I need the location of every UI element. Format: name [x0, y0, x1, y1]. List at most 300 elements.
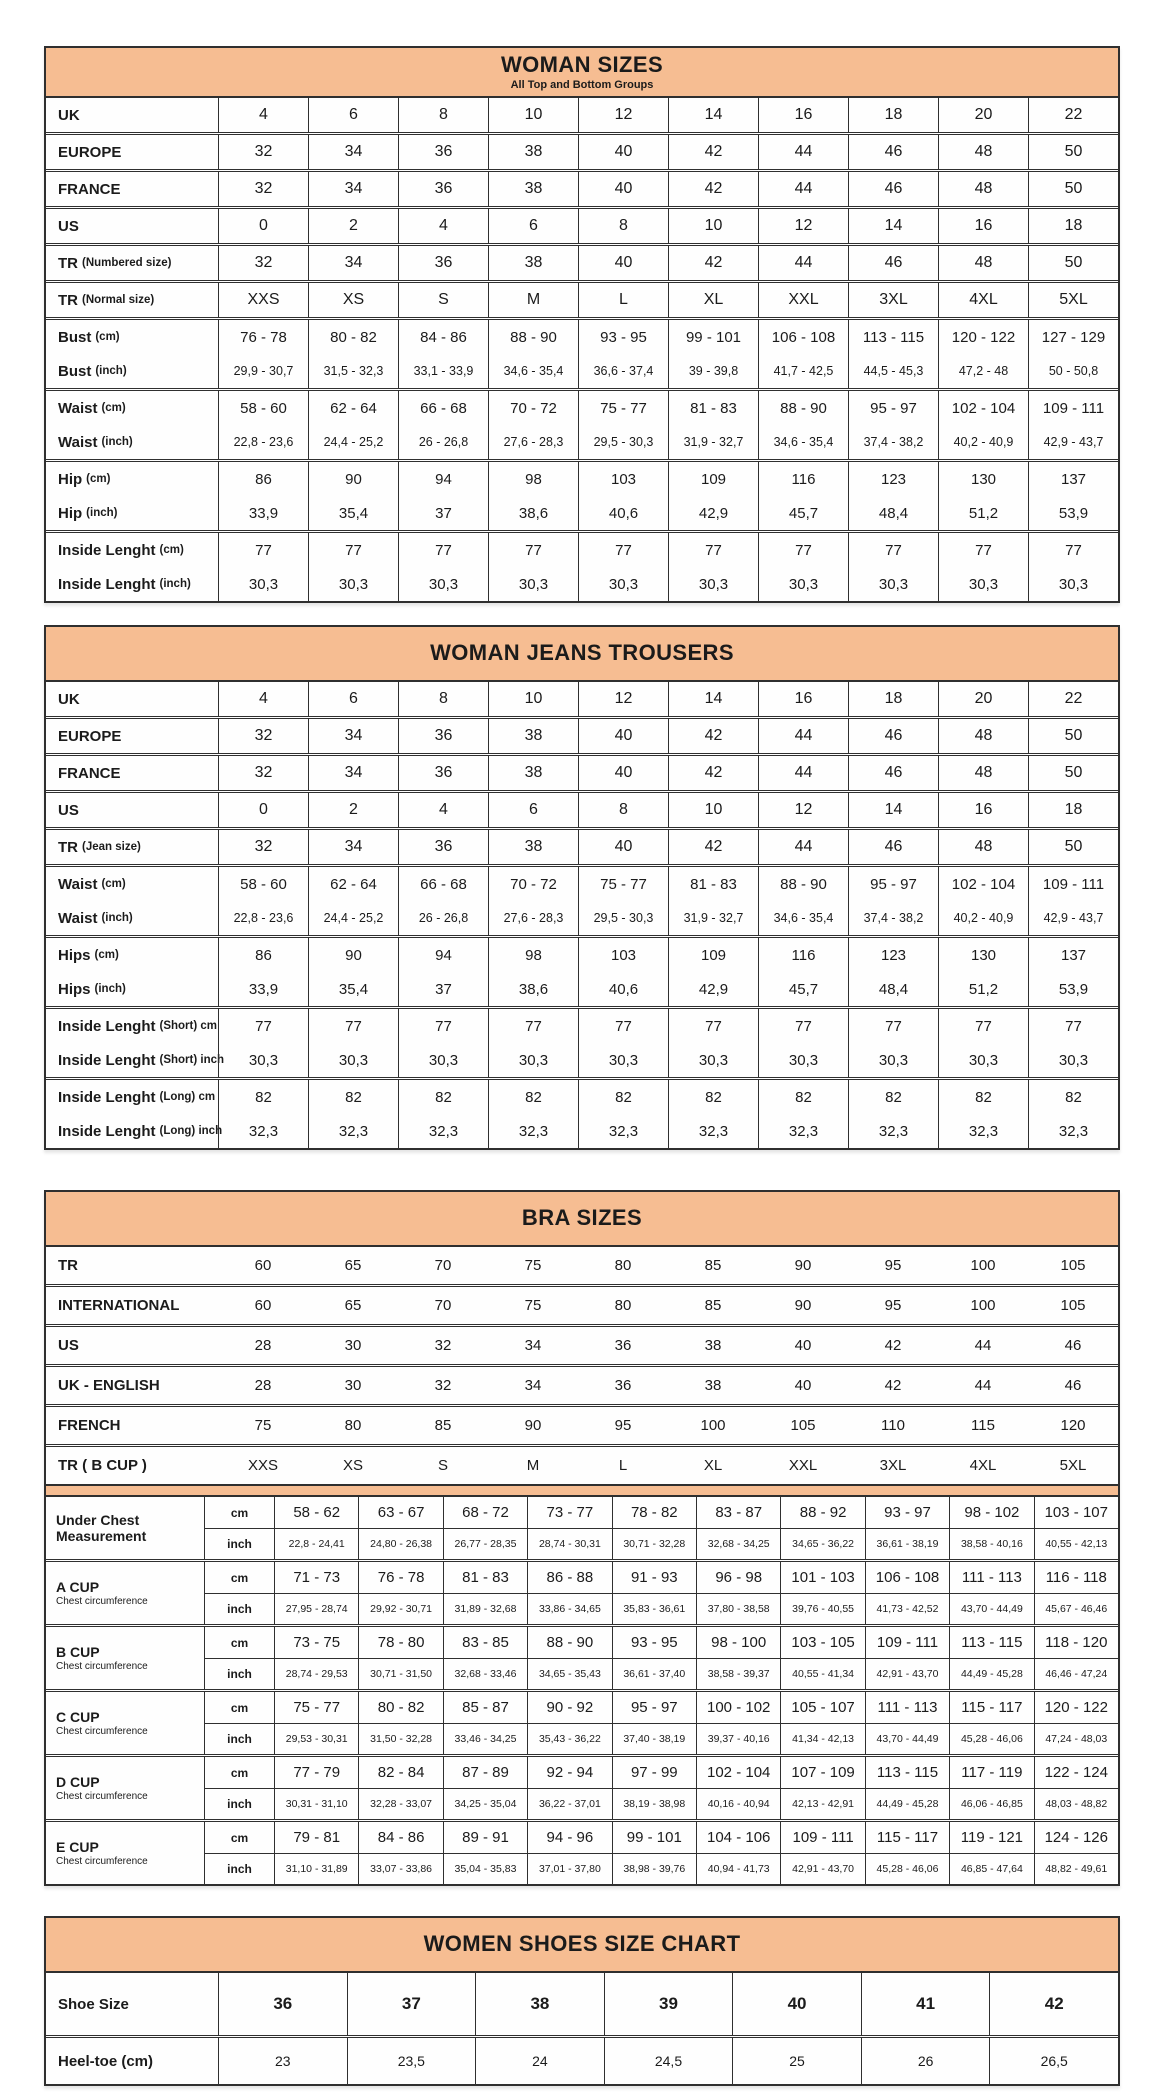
- cell-value: 86 - 88: [527, 1562, 611, 1593]
- cell-value: 32,3: [848, 1114, 938, 1148]
- row-label: [46, 320, 218, 354]
- bra-plain-section: [46, 1364, 1118, 1404]
- cell-value: 50: [1028, 135, 1118, 169]
- cup-label: [46, 1822, 204, 1884]
- cell-value: 38,58 - 40,16: [949, 1528, 1033, 1559]
- row-label-text: Inside Lenght: [58, 541, 156, 559]
- cell-value: 76 - 78: [358, 1562, 442, 1593]
- cell-value: 98: [488, 938, 578, 972]
- row-label-unit: (cm): [159, 544, 184, 556]
- row-label: [46, 1287, 218, 1324]
- cell-value: 36: [398, 135, 488, 169]
- table-row: [46, 98, 1118, 132]
- bra-plain-section: [46, 1404, 1118, 1444]
- cell-value: 8: [398, 682, 488, 716]
- cell-value: 12: [758, 209, 848, 243]
- cell-value: 31,50 - 32,28: [358, 1723, 442, 1754]
- cell-value: 84 - 86: [398, 320, 488, 354]
- cell-value: 66 - 68: [398, 391, 488, 425]
- cell-value: 77 - 79: [274, 1757, 358, 1788]
- cell-value: 34: [308, 719, 398, 753]
- table-section: [46, 388, 1118, 459]
- row-label-text: Bust: [58, 328, 92, 346]
- cell-value: 83 - 85: [443, 1627, 527, 1658]
- cell-value: 30,3: [218, 567, 308, 601]
- table-row: [46, 2038, 1118, 2084]
- cell-value: 34,65 - 36,22: [780, 1528, 864, 1559]
- unit-label-inch: inch: [204, 1528, 274, 1559]
- cell-value: 30,31 - 31,10: [274, 1788, 358, 1819]
- cell-value: 100: [970, 1297, 996, 1314]
- cell-value: 4: [398, 793, 488, 827]
- cell-value: 120 - 122: [1034, 1692, 1118, 1723]
- cell-value: 12: [758, 793, 848, 827]
- cell-value: 32: [434, 1337, 452, 1354]
- cell-value: 95 - 97: [848, 391, 938, 425]
- cell-value: 105: [1060, 1257, 1086, 1274]
- cell-value: 81 - 83: [668, 391, 758, 425]
- cell-value: 42: [668, 135, 758, 169]
- row-label: [46, 246, 218, 280]
- cell-value: 42,91 - 43,70: [780, 1853, 864, 1884]
- cell-value: 123: [848, 938, 938, 972]
- cell-value: 80: [614, 1297, 632, 1314]
- cell-value: 51,2: [938, 972, 1028, 1006]
- cell-value: 41,73 - 42,52: [865, 1593, 949, 1624]
- table-row: [46, 320, 1118, 354]
- cell-value: 77: [938, 1009, 1028, 1043]
- cell-value: 36: [398, 172, 488, 206]
- cell-value: 5XL: [1028, 283, 1118, 317]
- cell-value: 58 - 62: [274, 1497, 358, 1528]
- cell-value: 70 - 72: [488, 867, 578, 901]
- cell-value: 33,07 - 33,86: [358, 1853, 442, 1884]
- row-label: [46, 1043, 225, 1077]
- table-row: [46, 830, 1118, 864]
- cell-value: 63 - 67: [358, 1497, 442, 1528]
- cell-value: XXL: [758, 283, 848, 317]
- cell-value: 58 - 60: [218, 391, 308, 425]
- row-label: [46, 1327, 218, 1364]
- bra-plain-section: [46, 1247, 1118, 1284]
- cell-value: 30,3: [668, 567, 758, 601]
- cell-value: 26 - 26,8: [398, 901, 488, 935]
- cell-value: 94 - 96: [527, 1822, 611, 1853]
- cell-value: 34,65 - 35,43: [527, 1658, 611, 1689]
- row-label: [46, 867, 218, 901]
- cup-label: [46, 1692, 204, 1754]
- cell-value: 115 - 117: [949, 1692, 1033, 1723]
- row-label: [46, 793, 218, 827]
- unit-label-cm: cm: [204, 1497, 274, 1528]
- row-label: [46, 901, 218, 935]
- row-label-unit: (cm): [95, 331, 120, 343]
- cell-value: 88 - 90: [488, 320, 578, 354]
- cell-value: 85: [704, 1257, 722, 1274]
- cell-value: 109: [668, 938, 758, 972]
- cell-value: 91 - 93: [612, 1562, 696, 1593]
- cell-value: 82: [758, 1080, 848, 1114]
- cell-value: 44: [758, 719, 848, 753]
- cell-value: 103: [578, 938, 668, 972]
- table-section: [46, 243, 1118, 280]
- cell-value: 32,3: [578, 1114, 668, 1148]
- cell-value: 8: [398, 98, 488, 132]
- cell-value: 50: [1028, 719, 1118, 753]
- cell-value: 32: [434, 1377, 452, 1394]
- cell-value: 82 - 84: [358, 1757, 442, 1788]
- table-section: [46, 317, 1118, 388]
- cell-value: 34,25 - 35,04: [443, 1788, 527, 1819]
- row-label-text: Inside Lenght: [58, 1017, 156, 1035]
- cell-value: 93 - 97: [865, 1497, 949, 1528]
- cell-value: 40,2 - 40,9: [938, 425, 1028, 459]
- cell-value: 90: [794, 1297, 812, 1314]
- cell-value: 46,06 - 46,85: [949, 1788, 1033, 1819]
- cell-value: 36,22 - 37,01: [527, 1788, 611, 1819]
- cell-value: 32,28 - 33,07: [358, 1788, 442, 1819]
- cell-value: 34: [308, 756, 398, 790]
- cell-value: 93 - 95: [578, 320, 668, 354]
- cell-value: XXS: [218, 283, 308, 317]
- cell-value: 66 - 68: [398, 867, 488, 901]
- cell-value: XL: [668, 283, 758, 317]
- cell-value: 44: [758, 756, 848, 790]
- cell-value: 36: [614, 1377, 632, 1394]
- cell-value: 90: [794, 1257, 812, 1274]
- row-label: [46, 462, 218, 496]
- cell-value: 37,01 - 37,80: [527, 1853, 611, 1884]
- unit-label-cm: cm: [204, 1692, 274, 1723]
- cell-value: 109 - 111: [1028, 867, 1118, 901]
- cell-value: 77: [308, 533, 398, 567]
- cell-value: 40: [578, 719, 668, 753]
- cup-label: [46, 1497, 204, 1559]
- cell-value: 96 - 98: [696, 1562, 780, 1593]
- cell-value: 77: [848, 533, 938, 567]
- cell-value: 48,03 - 48,82: [1034, 1788, 1118, 1819]
- cell-value: 32,3: [398, 1114, 488, 1148]
- table-section: [46, 280, 1118, 317]
- row-label-unit: (inch): [159, 578, 191, 590]
- row-label: [46, 567, 218, 601]
- cell-value: 77: [758, 1009, 848, 1043]
- cell-value: 33,1 - 33,9: [398, 354, 488, 388]
- cell-value: 118 - 120: [1034, 1627, 1118, 1658]
- cell-value: 40,6: [578, 496, 668, 530]
- cell-value: 70: [434, 1257, 452, 1274]
- cell-value: 120: [1060, 1417, 1086, 1434]
- row-label: [46, 1114, 223, 1148]
- row-label: [46, 1973, 218, 2035]
- cell-value: L: [618, 1457, 628, 1474]
- cup-label-sub: Chest circumference: [56, 1726, 148, 1738]
- cell-value: 90: [308, 938, 398, 972]
- table-row: [46, 719, 1118, 753]
- cell-value: 16: [938, 793, 1028, 827]
- cell-value: 42: [668, 246, 758, 280]
- cell-value: 3XL: [879, 1457, 907, 1474]
- cell-value: 45,67 - 46,46: [1034, 1593, 1118, 1624]
- cell-value: 113 - 115: [949, 1627, 1033, 1658]
- cell-value: 2: [308, 793, 398, 827]
- cell-value: 110: [881, 1417, 905, 1434]
- cup-group: [46, 1819, 1118, 1884]
- cell-value: 60: [254, 1257, 272, 1274]
- row-label: [46, 972, 218, 1006]
- unit-label-inch: inch: [204, 1788, 274, 1819]
- cell-value: 51,2: [938, 496, 1028, 530]
- cell-value: 68 - 72: [443, 1497, 527, 1528]
- row-label-unit: (inch): [94, 983, 126, 995]
- cell-value: 137: [1028, 938, 1118, 972]
- cell-value: 77: [578, 533, 668, 567]
- cell-value: 29,5 - 30,3: [578, 901, 668, 935]
- cell-value: S: [398, 283, 488, 317]
- cell-value: 95: [884, 1297, 902, 1314]
- cell-value: 87 - 89: [443, 1757, 527, 1788]
- cell-value: 48,4: [848, 496, 938, 530]
- cell-value: 40,16 - 40,94: [696, 1788, 780, 1819]
- cell-value: 22: [1028, 98, 1118, 132]
- cell-value: 82: [218, 1080, 308, 1114]
- cell-value: 42,9 - 43,7: [1028, 901, 1118, 935]
- cell-value: 36: [398, 756, 488, 790]
- cell-value: 98 - 100: [696, 1627, 780, 1658]
- cell-value: 30,3: [938, 1043, 1028, 1077]
- cell-value: 94: [398, 938, 488, 972]
- cell-value: 42: [668, 719, 758, 753]
- cell-value: 75: [524, 1297, 542, 1314]
- cell-value: 38,6: [488, 972, 578, 1006]
- cell-value: 122 - 124: [1034, 1757, 1118, 1788]
- row-label-text: Hips: [58, 946, 91, 964]
- cell-value: 6: [308, 98, 398, 132]
- row-label-text: US: [58, 1337, 79, 1354]
- cell-value: 35,83 - 36,61: [612, 1593, 696, 1624]
- cell-value: 44: [758, 172, 848, 206]
- cell-value: 120 - 122: [938, 320, 1028, 354]
- cell-value: 50: [1028, 830, 1118, 864]
- cell-value: 31,5 - 32,3: [308, 354, 398, 388]
- table-row: [46, 1447, 1118, 1484]
- cell-value: 109 - 111: [865, 1627, 949, 1658]
- cell-value: 88 - 90: [758, 391, 848, 425]
- cell-value: 26,77 - 28,35: [443, 1528, 527, 1559]
- row-label: [46, 209, 218, 243]
- cell-value: 44: [758, 246, 848, 280]
- cell-value: 82: [398, 1080, 488, 1114]
- row-label: [46, 1407, 218, 1444]
- cell-value: 35,4: [308, 496, 398, 530]
- cell-value: 14: [668, 682, 758, 716]
- row-label-text: Heel-toe (cm): [58, 2052, 154, 2070]
- row-label: [46, 682, 218, 716]
- cell-value: 34: [308, 172, 398, 206]
- cell-value: 30,71 - 32,28: [612, 1528, 696, 1559]
- cell-value: 29,9 - 30,7: [218, 354, 308, 388]
- cell-value: 89 - 91: [443, 1822, 527, 1853]
- cell-value: 37: [398, 496, 488, 530]
- unit-label-cm: cm: [204, 1562, 274, 1593]
- unit-label-cm: cm: [204, 1757, 274, 1788]
- cup-label-text: D CUP: [56, 1773, 100, 1790]
- cell-value: 18: [848, 98, 938, 132]
- cell-value: 29,5 - 30,3: [578, 425, 668, 459]
- cell-value: 60: [254, 1297, 272, 1314]
- row-label-text: EUROPE: [58, 143, 122, 161]
- cell-value: 42: [884, 1377, 902, 1394]
- cell-value: 39,76 - 40,55: [780, 1593, 864, 1624]
- cell-value: 46: [1064, 1377, 1082, 1394]
- cell-value: 109: [668, 462, 758, 496]
- cell-value: 50: [1028, 756, 1118, 790]
- cell-value: 90 - 92: [527, 1692, 611, 1723]
- cell-value: 103: [578, 462, 668, 496]
- row-label-unit: (Long) inch: [159, 1125, 223, 1137]
- cell-value: 83 - 87: [696, 1497, 780, 1528]
- row-label-unit: (inch): [95, 365, 127, 377]
- table-section: [46, 132, 1118, 169]
- cell-value: 32,3: [668, 1114, 758, 1148]
- cell-value: 32,68 - 34,25: [696, 1528, 780, 1559]
- table-row: [46, 391, 1118, 425]
- row-label-text: Waist: [58, 399, 98, 417]
- cell-value: 95 - 97: [612, 1692, 696, 1723]
- row-label-text: UK: [58, 690, 80, 708]
- cell-value: 30,3: [1028, 1043, 1118, 1077]
- cell-value: 36: [398, 246, 488, 280]
- cell-value: 40: [794, 1377, 812, 1394]
- cell-value: 92 - 94: [527, 1757, 611, 1788]
- cell-value: 77: [218, 1009, 308, 1043]
- cell-value: 99 - 101: [612, 1822, 696, 1853]
- row-label-unit: (cm): [94, 949, 119, 961]
- cell-value: 99 - 101: [668, 320, 758, 354]
- cell-value: 86: [218, 462, 308, 496]
- cell-value: 115 - 117: [865, 1822, 949, 1853]
- cell-value: 37: [398, 972, 488, 1006]
- cell-value: 38,58 - 39,37: [696, 1658, 780, 1689]
- unit-label-cm: cm: [204, 1822, 274, 1853]
- cell-value: 78 - 80: [358, 1627, 442, 1658]
- cell-value: 22,8 - 23,6: [218, 901, 308, 935]
- cell-value: 40,2 - 40,9: [938, 901, 1028, 935]
- cell-value: 75 - 77: [578, 867, 668, 901]
- table-row: [46, 533, 1118, 567]
- table-row: [46, 793, 1118, 827]
- cell-value: 37,40 - 38,19: [612, 1723, 696, 1754]
- row-label-text: Waist: [58, 433, 98, 451]
- table-section: [46, 790, 1118, 827]
- cell-value: 26,5: [989, 2038, 1118, 2084]
- cell-value: 80: [614, 1257, 632, 1274]
- cell-value: 77: [758, 533, 848, 567]
- row-label-text: TR: [58, 291, 78, 309]
- row-label: [46, 719, 218, 753]
- cell-value: 33,46 - 34,25: [443, 1723, 527, 1754]
- row-label-text: Inside Lenght: [58, 575, 156, 593]
- bra-plain-section: [46, 1444, 1118, 1484]
- cell-value: 24,4 - 25,2: [308, 425, 398, 459]
- row-label-text: Inside Lenght: [58, 1088, 156, 1106]
- table-row: [46, 172, 1118, 206]
- bra-sizes-header: [46, 1192, 1118, 1247]
- shoes-title: WOMEN SHOES SIZE CHART: [423, 1931, 741, 1956]
- cell-value: 32,3: [488, 1114, 578, 1148]
- cell-value: 77: [848, 1009, 938, 1043]
- cell-value: 85: [704, 1297, 722, 1314]
- row-label-text: Shoe Size: [58, 1995, 129, 2013]
- shoes-body: [46, 1973, 1118, 2084]
- cell-value: 90: [524, 1417, 542, 1434]
- row-label-unit: (inch): [86, 507, 118, 519]
- cell-value: 44: [758, 135, 848, 169]
- bra-plain-section: [46, 1324, 1118, 1364]
- cup-group: [46, 1497, 1118, 1559]
- row-label-text: Bust: [58, 362, 92, 380]
- cell-value: 42,9 - 43,7: [1028, 425, 1118, 459]
- woman-sizes-title: WOMAN SIZES: [500, 52, 664, 77]
- row-label-text: Hips: [58, 980, 91, 998]
- cell-value: 34: [308, 830, 398, 864]
- cell-value: 70 - 72: [488, 391, 578, 425]
- cell-value: 32: [218, 135, 308, 169]
- table-row: [46, 246, 1118, 280]
- cell-value: 77: [308, 1009, 398, 1043]
- cell-value: 77: [218, 533, 308, 567]
- row-label-unit: (Long) cm: [159, 1091, 216, 1103]
- cell-value: 75: [254, 1417, 272, 1434]
- cell-value: 77: [488, 533, 578, 567]
- cell-value: 12: [578, 98, 668, 132]
- cell-value: 105: [1060, 1297, 1086, 1314]
- cell-value: 37: [347, 1973, 476, 2035]
- row-label: [46, 1247, 218, 1284]
- cell-value: 82: [488, 1080, 578, 1114]
- cell-value: 35,43 - 36,22: [527, 1723, 611, 1754]
- row-label: [46, 830, 218, 864]
- row-label: [46, 425, 218, 459]
- row-label: [46, 172, 218, 206]
- woman-sizes-table: [44, 46, 1120, 603]
- row-label-text: Hip: [58, 470, 83, 488]
- cell-value: 30,3: [578, 567, 668, 601]
- cell-value: 73 - 77: [527, 1497, 611, 1528]
- cell-value: 62 - 64: [308, 867, 398, 901]
- cell-value: 82: [938, 1080, 1028, 1114]
- cell-value: 38,19 - 38,98: [612, 1788, 696, 1819]
- cell-value: 6: [308, 682, 398, 716]
- cell-value: 109 - 111: [780, 1822, 864, 1853]
- row-label: [46, 135, 218, 169]
- cell-value: S: [437, 1457, 448, 1474]
- cell-value: 81 - 83: [668, 867, 758, 901]
- table-section: [46, 753, 1118, 790]
- cell-value: 46: [848, 830, 938, 864]
- table-row: [46, 283, 1118, 317]
- cell-value: 119 - 121: [949, 1822, 1033, 1853]
- table-row: [46, 972, 1118, 1006]
- cell-value: 30,3: [398, 567, 488, 601]
- cell-value: 38: [488, 756, 578, 790]
- unit-label-inch: inch: [204, 1723, 274, 1754]
- row-label: [46, 2038, 218, 2084]
- cell-value: 38: [488, 246, 578, 280]
- bra-sizes-title: BRA SIZES: [521, 1205, 643, 1230]
- cell-value: 30,3: [488, 1043, 578, 1077]
- cell-value: 36: [398, 719, 488, 753]
